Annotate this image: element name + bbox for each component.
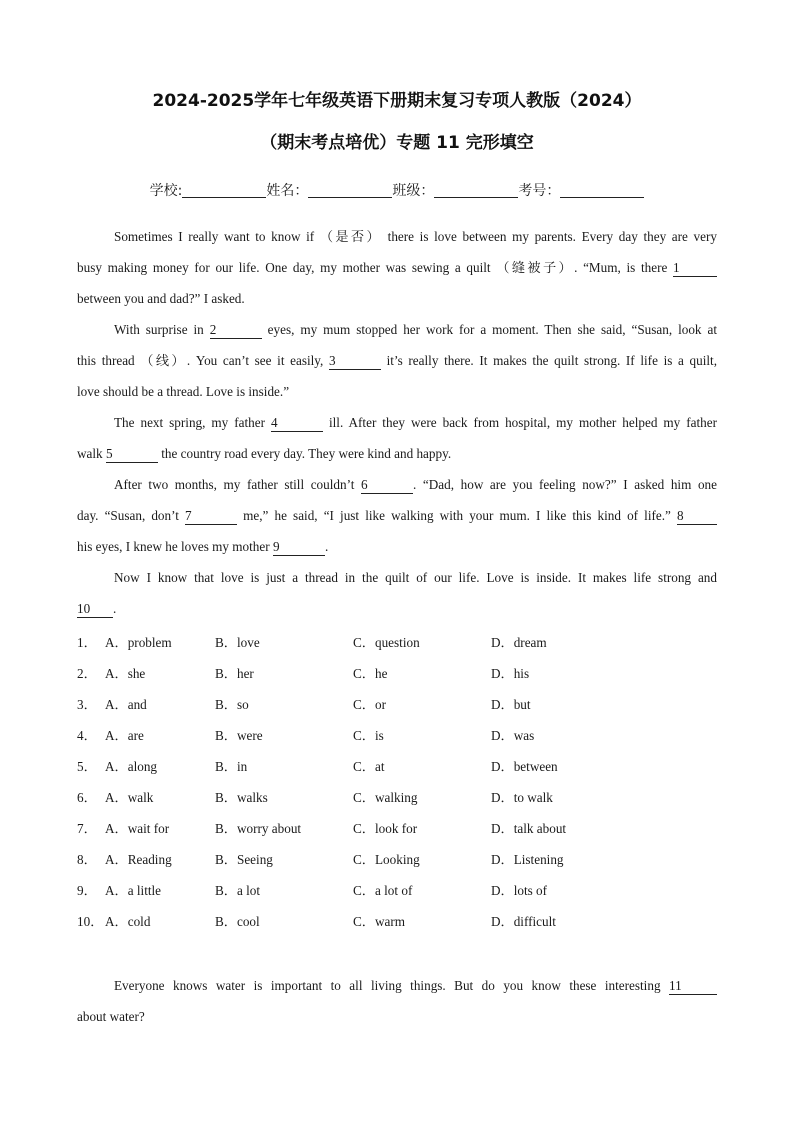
class-blank[interactable] [434,183,518,198]
option-b[interactable]: B．Seeing [215,852,273,867]
option-row [77,720,757,751]
passage-line: walk 5 the country road every day. They were kind and happy. [77,446,452,461]
blank-4[interactable]: 4 [271,416,323,432]
passage-line: his eyes, I knew he loves my mother 9 . [77,539,329,554]
passage-line: about water? [77,1009,145,1024]
option-d[interactable]: D．lots of [491,883,548,898]
answer-options [77,627,757,937]
exam-number-blank[interactable] [560,183,644,198]
option-c[interactable]: C．warm [353,914,406,929]
option-d[interactable]: D．dream [491,635,547,650]
option-a[interactable]: A．wait for [105,821,170,836]
blank-6[interactable]: 6 [361,478,413,494]
option-c[interactable]: C．question [353,635,420,650]
cloze-passage-2 [77,970,717,1032]
option-row [77,844,757,875]
question-number: 2． [77,666,97,681]
option-row [77,689,757,720]
option-a[interactable]: A．walk [105,790,154,805]
passage-line: Now I know that love is just a thread in the quilt of our life. Love is inside. It makes life strong and [114,570,717,585]
document-title-line2: （期末考点培优）专题 11 完形填空 [260,133,534,153]
option-a[interactable]: A．are [105,728,144,743]
cloze-passage-1 [77,221,717,624]
school-blank[interactable] [182,183,266,198]
blank-5[interactable]: 5 [106,447,158,463]
option-b[interactable]: B．love [215,635,260,650]
option-row [77,751,757,782]
option-a[interactable]: A．a little [105,883,162,898]
option-d[interactable]: D．but [491,697,531,712]
option-d[interactable]: D．was [491,728,535,743]
option-a[interactable]: A．problem [105,635,172,650]
option-c[interactable]: C．at [353,759,385,774]
option-row [77,813,757,844]
passage-line: Everyone knows water is important to all living things. But do you know these interesting 11 [77,970,717,1001]
option-b[interactable]: B．walks [215,790,268,805]
passage-line: between you and dad?” I asked. [77,291,245,306]
passage-line: day. “Susan, don’t 7 me,” he said, “I just like walking with your mum. I like this kind of life.” 8 [77,500,717,531]
option-c[interactable]: C．or [353,697,386,712]
option-d[interactable]: D．to walk [491,790,553,805]
passage-line: The next spring, my father 4 ill. After they were back from hospital, my mother helped my father [114,415,718,430]
option-c[interactable]: C．walking [353,790,418,805]
option-c[interactable]: C．he [353,666,388,681]
blank-7[interactable]: 7 [185,509,237,525]
question-number: 4． [77,728,97,743]
option-d[interactable]: D．between [491,759,558,774]
option-b[interactable]: B．were [215,728,263,743]
option-row [77,782,757,813]
passage-line: this thread （线）. You can’t see it easily, 3 it’s really there. It makes the quilt strong. If life is a quilt, [77,353,717,368]
option-c[interactable]: C．look for [353,821,418,836]
blank-3[interactable]: 3 [329,354,381,370]
blank-8[interactable]: 8 [677,509,717,525]
option-d[interactable]: D．his [491,666,530,681]
option-a[interactable]: A．cold [105,914,151,929]
name-blank[interactable] [308,183,392,198]
question-number: 6． [77,790,97,805]
option-d[interactable]: D．talk about [491,821,567,836]
passage-line: With surprise in 2 eyes, my mum stopped her work for a moment. Then she said, “Susan, look at [114,322,718,337]
option-c[interactable]: C．Looking [353,852,420,867]
option-row [77,906,757,937]
option-b[interactable]: B．cool [215,914,260,929]
option-b[interactable]: B．worry about [215,821,302,836]
question-number: 9． [77,883,97,898]
class-label: 班级： [392,183,435,199]
document-title-line1: 2024-2025学年七年级英语下册期末复习专项人教版（2024） [152,91,642,111]
question-number: 10． [77,914,104,929]
option-a[interactable]: A．and [105,697,147,712]
option-row [77,627,757,658]
option-a[interactable]: A．along [105,759,158,774]
blank-1[interactable]: 1 [673,261,717,277]
option-c[interactable]: C．a lot of [353,883,413,898]
name-label: 姓名： [266,183,309,199]
passage-line: busy making money for our life. One day, my mother was sewing a quilt （缝被子）. “Mum, is there 1 [77,252,717,283]
question-number: 8． [77,852,97,867]
passage-line: After two months, my father still couldn’t 6 . “Dad, how are you feeling now?” I asked him one [114,477,717,492]
option-b[interactable]: B．a lot [215,883,261,898]
student-info-fields [0,180,794,200]
question-number: 3． [77,697,97,712]
school-label: 学校: [149,183,183,199]
passage-line: 10 . [77,601,117,616]
option-a[interactable]: A．Reading [105,852,172,867]
option-d[interactable]: D．difficult [491,914,556,929]
option-b[interactable]: B．in [215,759,248,774]
exam-number-label: 考号： [518,183,561,199]
blank-9[interactable]: 9 [273,540,325,556]
option-d[interactable]: D．Listening [491,852,564,867]
option-row [77,875,757,906]
question-number: 7． [77,821,97,836]
question-number: 1． [77,635,97,650]
blank-11[interactable]: 11 [669,979,717,995]
option-b[interactable]: B．so [215,697,249,712]
option-c[interactable]: C．is [353,728,384,743]
passage-line: Sometimes I really want to know if （是否） there is love between my parents. Every day they are very [114,229,717,244]
question-number: 5． [77,759,97,774]
blank-10[interactable]: 10 [77,602,113,618]
option-a[interactable]: A．she [105,666,146,681]
passage-line: love should be a thread. Love is inside.” [77,384,290,399]
blank-2[interactable]: 2 [210,323,262,339]
option-b[interactable]: B．her [215,666,254,681]
option-row [77,658,757,689]
